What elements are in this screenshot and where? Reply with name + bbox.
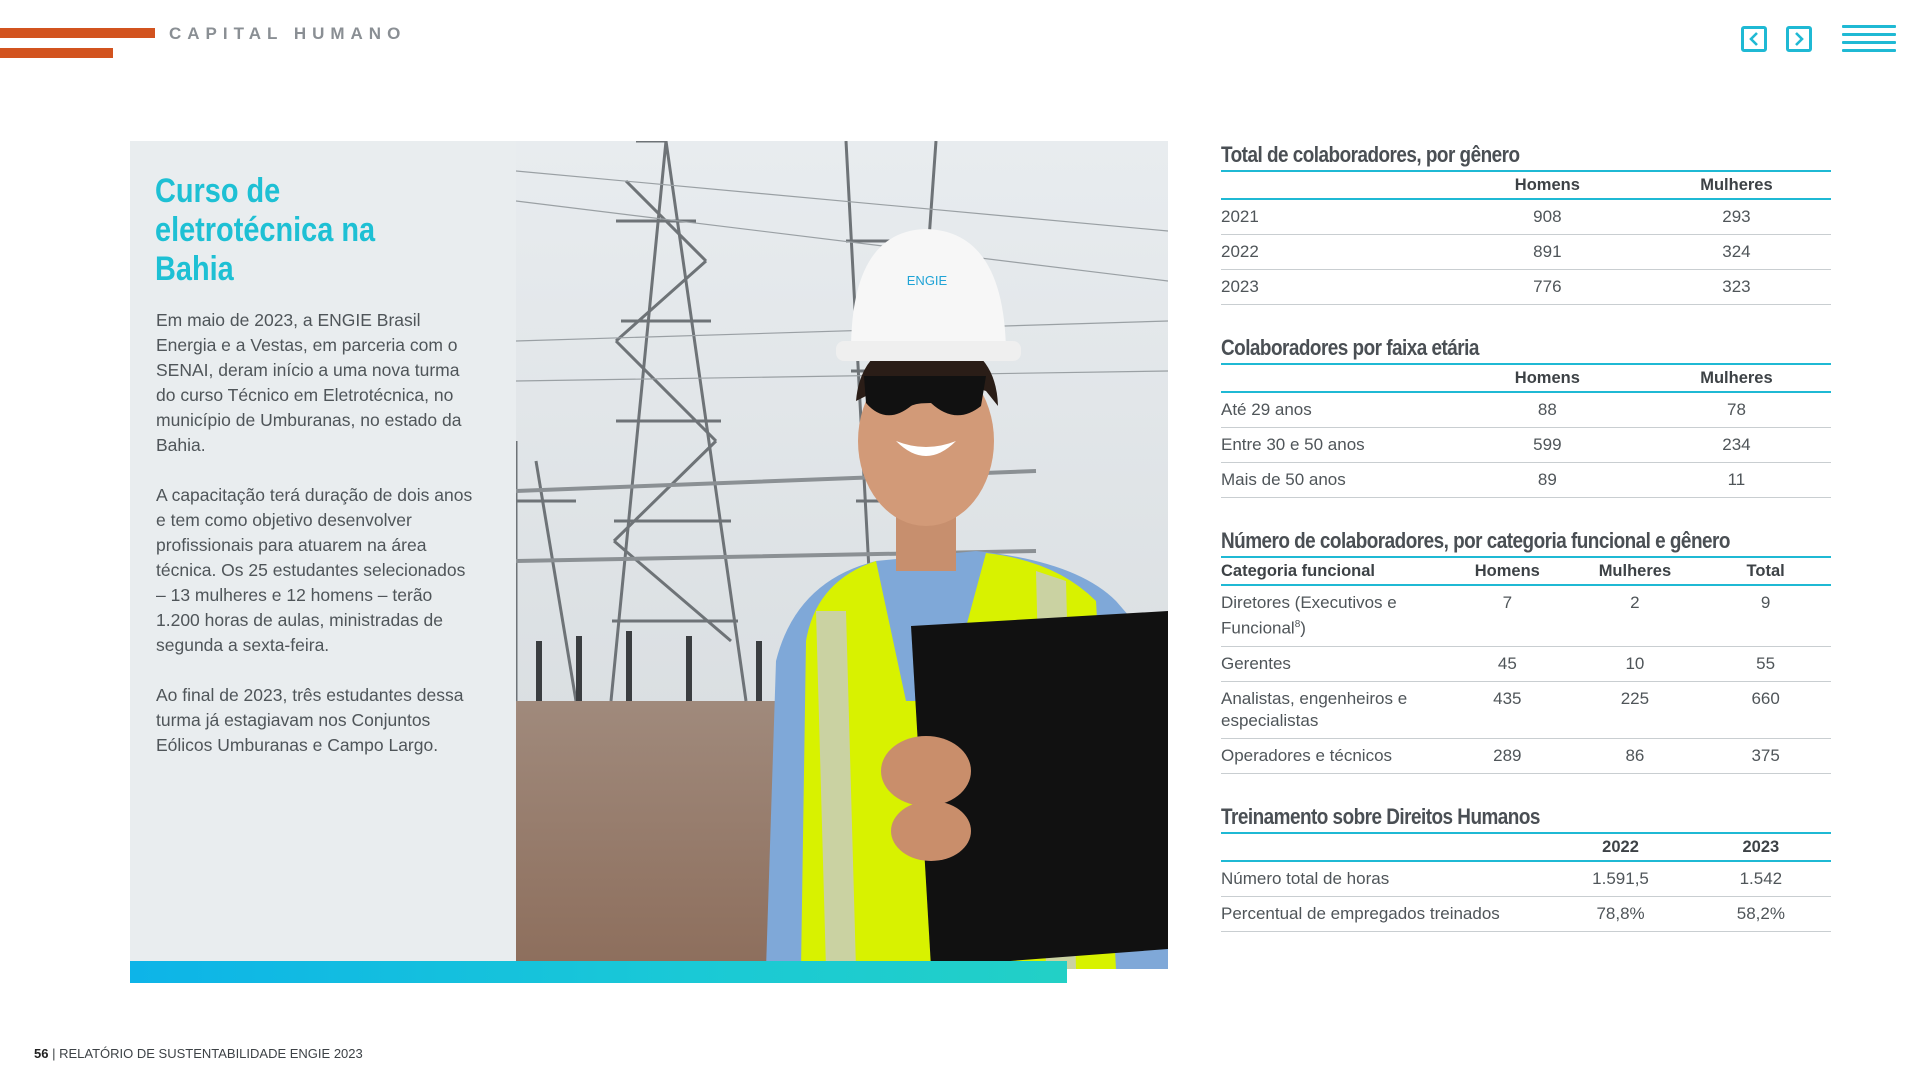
table-header: Categoria funcional (1221, 557, 1445, 585)
accent-gradient-bar (130, 961, 1067, 983)
table-training (1221, 802, 1831, 932)
story-paragraph: Em maio de 2023, a ENGIE Brasil Energia e a Vestas, em parceria com o SENAI, deram início a uma nova turma do curso Técnico em Eletrotécnica, no município de Umburanas, no estado da Bahia. (156, 310, 462, 455)
footnote-marker: 8 (1294, 619, 1301, 630)
table-header (1221, 171, 1453, 199)
table-header: Homens (1445, 557, 1569, 585)
table-row (1221, 428, 1831, 463)
table-cell: Número total de horas (1221, 861, 1550, 897)
table-cell: 2021 (1221, 199, 1453, 235)
table-cell: Até 29 anos (1221, 392, 1453, 428)
table-row (1221, 861, 1831, 897)
table-header: Homens (1453, 171, 1642, 199)
table-cell: 435 (1445, 681, 1569, 738)
table-header (1221, 833, 1550, 861)
header-accent-bar-bottom (0, 48, 113, 58)
table-age (1221, 333, 1831, 498)
table-cell: 323 (1642, 270, 1831, 305)
page-number: 56 (34, 1046, 49, 1061)
table-row (1221, 463, 1831, 498)
table-category (1221, 526, 1831, 774)
table-cell: 11 (1642, 463, 1831, 498)
table-row (1221, 585, 1831, 646)
table-cell: 45 (1445, 646, 1569, 681)
table-gender (1221, 140, 1831, 305)
section-title: CAPITAL HUMANO (169, 24, 407, 43)
table-header: Total (1700, 557, 1831, 585)
table-header: 2023 (1691, 833, 1831, 861)
table-row (1221, 896, 1831, 931)
worker-photo (516, 141, 1168, 969)
table-row (1221, 646, 1831, 681)
table-cell: 234 (1642, 428, 1831, 463)
table-cell: 289 (1445, 738, 1569, 773)
next-page-button[interactable] (1786, 26, 1812, 52)
table-title: Colaboradores por faixa etária (1221, 335, 1479, 360)
table-header (1221, 364, 1453, 392)
table-row (1221, 738, 1831, 773)
table-cell: Percentual de empregados treinados (1221, 896, 1550, 931)
story-body (156, 308, 476, 783)
table-cell: 88 (1453, 392, 1642, 428)
story-paragraph: Ao final de 2023, três estudantes dessa turma já estagiavam nos Conjuntos Eólicos Umburanas e Campo Largo. (156, 685, 464, 755)
table-cell: 1.542 (1691, 861, 1831, 897)
table-cell: 293 (1642, 199, 1831, 235)
table-cell: 599 (1453, 428, 1642, 463)
tables-column (1221, 140, 1831, 960)
previous-page-button[interactable] (1741, 26, 1767, 52)
table-cell: 9 (1700, 585, 1831, 646)
table-header: Mulheres (1570, 557, 1701, 585)
table-title: Total de colaboradores, por gênero (1221, 142, 1520, 167)
chevron-left-icon (1747, 32, 1761, 46)
table-title: Número de colaboradores, por categoria funcional e gênero (1221, 528, 1730, 553)
chevron-right-icon (1792, 32, 1806, 46)
table-cell: 1.591,5 (1550, 861, 1690, 897)
table-cell: 7 (1445, 585, 1569, 646)
table-cell: Diretores (Executivos e Funcional$^8$) (1221, 585, 1445, 646)
table-row (1221, 270, 1831, 305)
table-title: Treinamento sobre Direitos Humanos (1221, 803, 1540, 829)
table-cell: 225 (1570, 681, 1701, 738)
table-cell: 2022 (1221, 235, 1453, 270)
table-cell: 375 (1700, 738, 1831, 773)
table-cell: 2023 (1221, 270, 1453, 305)
table-row (1221, 235, 1831, 270)
report-title: RELATÓRIO DE SUSTENTABILIDADE ENGIE 2023 (59, 1046, 363, 1061)
table-cell: 86 (1570, 738, 1701, 773)
menu-icon[interactable] (1842, 25, 1896, 55)
table-header: Mulheres (1642, 171, 1831, 199)
table-cell: 78 (1642, 392, 1831, 428)
table-cell: 10 (1570, 646, 1701, 681)
table-cell: Mais de 50 anos (1221, 463, 1453, 498)
table-cell: 78,8% (1550, 896, 1690, 931)
table-cell: Analistas, engenheiros e especialistas (1221, 681, 1445, 738)
table-cell: 2 (1570, 585, 1701, 646)
page-footer: 56 | RELATÓRIO DE SUSTENTABILIDADE ENGIE 2023 (34, 1046, 363, 1061)
table-header: Mulheres (1642, 364, 1831, 392)
table-row (1221, 199, 1831, 235)
table-cell: 891 (1453, 235, 1642, 270)
table-cell: 660 (1700, 681, 1831, 738)
table-header: 2022 (1550, 833, 1690, 861)
table-row (1221, 392, 1831, 428)
table-cell: Entre 30 e 50 anos (1221, 428, 1453, 463)
table-cell: 89 (1453, 463, 1642, 498)
table-cell: 55 (1700, 646, 1831, 681)
helmet-logo: ENGIE (906, 273, 948, 288)
table-cell: Operadores e técnicos (1221, 738, 1445, 773)
table-cell: 908 (1453, 199, 1642, 235)
table-header: Homens (1453, 364, 1642, 392)
table-cell: Gerentes (1221, 646, 1445, 681)
story-title: Curso de eletrotécnica na Bahia (155, 172, 376, 288)
table-row (1221, 681, 1831, 738)
table-cell: 324 (1642, 235, 1831, 270)
story-paragraph: A capacitação terá duração de dois anos e tem como objetivo desenvolver profissionais para atuarem na área técnica. Os 25 estudantes selecionados – 13 mulheres e 12 homens – terão 1.200 horas de aulas, ministradas de segunda a sexta-feira. (156, 485, 473, 655)
header-accent-bar-top (0, 28, 155, 38)
table-cell: 776 (1453, 270, 1642, 305)
table-cell: 58,2% (1691, 896, 1831, 931)
